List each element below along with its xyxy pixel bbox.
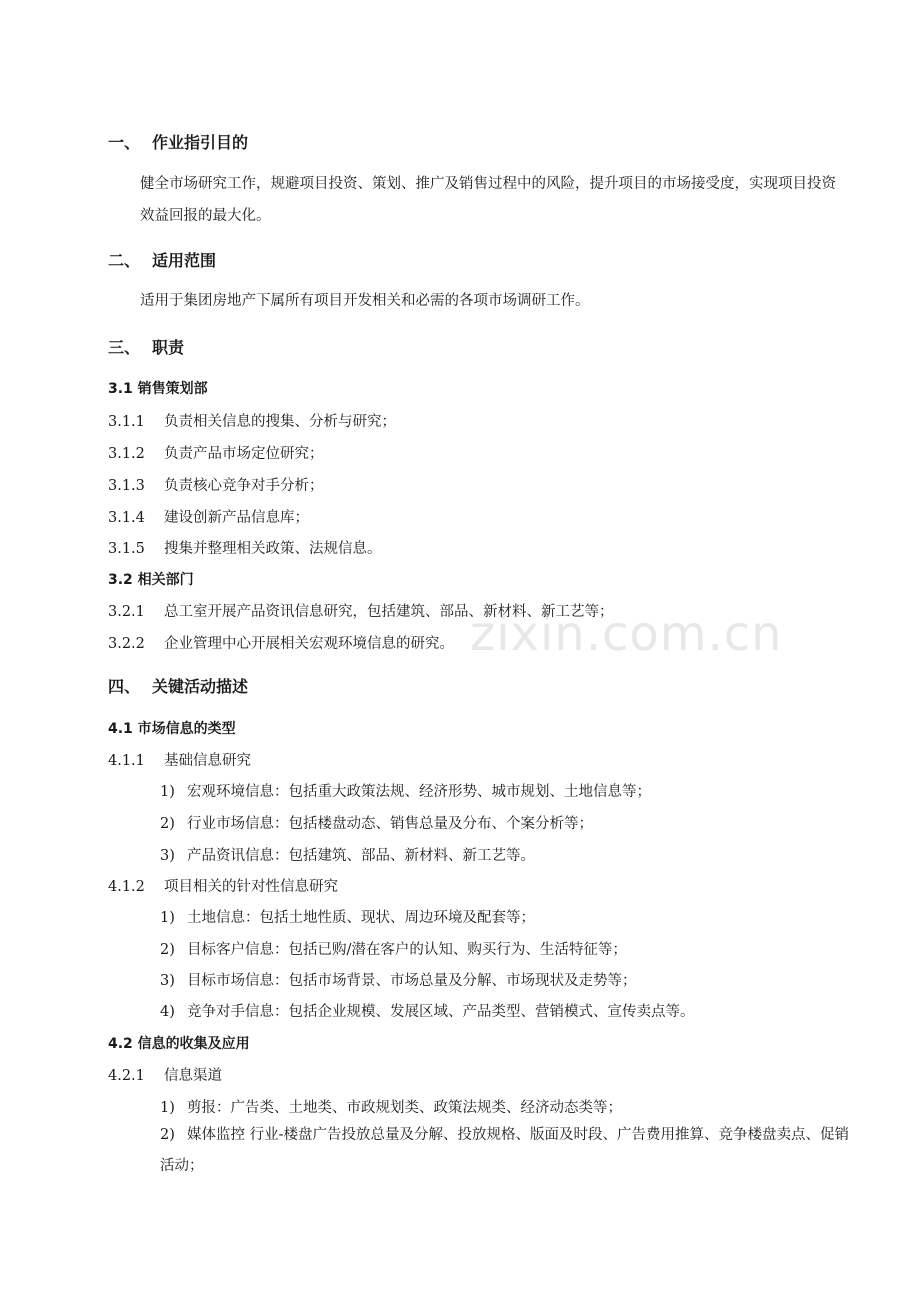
item-number: 3.2.1	[108, 604, 145, 620]
item-number: 2)	[160, 942, 175, 958]
subsection-3-2-heading: 3.2 相关部门	[108, 572, 194, 588]
section-number: 一、	[108, 133, 141, 152]
section-title: 职责	[152, 338, 185, 357]
item-number: 3.1.5	[108, 541, 145, 557]
item-text: 行业市场信息：包括楼盘动态、销售总量及分布、个案分析等；	[187, 816, 593, 832]
section-1-heading	[108, 130, 248, 153]
section-2-body: 适用于集团房地产下属所有项目开发相关和必需的各项市场调研工作。	[140, 293, 590, 309]
item-number: 3)	[160, 848, 175, 864]
item-number: 4.1.2	[108, 879, 145, 895]
sub-list-item	[160, 969, 637, 990]
watermark: zixin.com.cn	[470, 606, 783, 662]
list-item	[108, 632, 454, 653]
sub-list-item	[160, 938, 627, 959]
item-number: 4.2.1	[108, 1068, 145, 1084]
subsection-4-2-heading: 4.2 信息的收集及应用	[108, 1036, 250, 1052]
sub-list-item	[160, 780, 651, 801]
list-item	[108, 1064, 222, 1085]
item-text: 目标客户信息：包括已购/潜在客户的认知、购买行为、生活特征等；	[187, 942, 627, 958]
section-3-heading	[108, 335, 184, 358]
item-number: 3.1.2	[108, 446, 145, 462]
item-number: 4)	[160, 1004, 175, 1020]
sub-list-item	[160, 1000, 695, 1021]
item-number: 3.1.4	[108, 510, 145, 526]
sub-list-item	[160, 906, 535, 927]
item-text: 搜集并整理相关政策、法规信息。	[164, 541, 382, 557]
item-text: 产品资讯信息：包括建筑、部品、新材料、新工艺等。	[187, 848, 535, 864]
item-text: 信息渠道	[164, 1068, 222, 1084]
item-text: 媒体监控 行业-楼盘广告投放总量及分解、投放规格、版面及时段、广告费用推算、竞争楼盘卖点、促销活动；	[160, 1127, 850, 1174]
item-text: 土地信息：包括土地性质、现状、周边环境及配套等；	[187, 910, 535, 926]
subsection-4-1-heading: 4.1 市场信息的类型	[108, 721, 236, 737]
item-text: 总工室开展产品资讯信息研究，包括建筑、部品、新材料、新工艺等；	[164, 604, 614, 620]
item-text: 负责相关信息的搜集、分析与研究；	[164, 414, 396, 430]
item-text: 宏观环境信息：包括重大政策法规、经济形势、城市规划、土地信息等；	[187, 784, 651, 800]
item-number: 3.1.1	[108, 414, 145, 430]
item-number: 2)	[160, 1127, 175, 1143]
item-text: 基础信息研究	[164, 753, 251, 769]
item-number: 3.1.3	[108, 478, 145, 494]
list-item	[108, 875, 338, 896]
list-item	[108, 474, 324, 495]
item-number: 2)	[160, 816, 175, 832]
section-title: 作业指引目的	[152, 133, 249, 152]
item-number: 4.1.1	[108, 753, 145, 769]
section-title: 关键活动描述	[152, 677, 249, 696]
list-item	[108, 410, 396, 431]
item-number: 1)	[160, 784, 175, 800]
list-item	[108, 600, 614, 621]
item-number: 3)	[160, 973, 175, 989]
section-4-heading	[108, 674, 248, 697]
list-item	[108, 537, 382, 558]
item-number: 1)	[160, 1100, 175, 1116]
list-item	[108, 506, 309, 527]
item-text: 剪报：广告类、土地类、市政规划类、政策法规类、经济动态类等；	[187, 1100, 622, 1116]
sub-list-item	[160, 844, 535, 865]
sub-list-item	[160, 812, 593, 833]
sub-list-item	[160, 1120, 850, 1182]
item-text: 建设创新产品信息库；	[164, 510, 309, 526]
item-text: 项目相关的针对性信息研究	[164, 879, 338, 895]
item-text: 竞争对手信息：包括企业规模、发展区域、产品类型、营销模式、宣传卖点等。	[187, 1004, 695, 1020]
section-title: 适用范围	[152, 251, 217, 270]
section-number: 二、	[108, 251, 141, 270]
item-text: 负责产品市场定位研究；	[164, 446, 324, 462]
item-text: 企业管理中心开展相关宏观环境信息的研究。	[164, 636, 454, 652]
item-text: 目标市场信息：包括市场背景、市场总量及分解、市场现状及走势等；	[187, 973, 637, 989]
subsection-3-1-heading: 3.1 销售策划部	[108, 381, 208, 397]
list-item	[108, 442, 324, 463]
list-item	[108, 749, 251, 770]
section-number: 三、	[108, 338, 141, 357]
item-number: 1)	[160, 910, 175, 926]
section-1-body: 健全市场研究工作，规避项目投资、策划、推广及销售过程中的风险，提升项目的市场接受度，实现项目投资效益回报的最大化。	[140, 176, 836, 224]
item-number: 3.2.2	[108, 636, 145, 652]
section-2-heading	[108, 248, 216, 271]
section-number: 四、	[108, 677, 141, 696]
sub-list-item	[160, 1096, 622, 1117]
item-text: 负责核心竞争对手分析；	[164, 478, 324, 494]
